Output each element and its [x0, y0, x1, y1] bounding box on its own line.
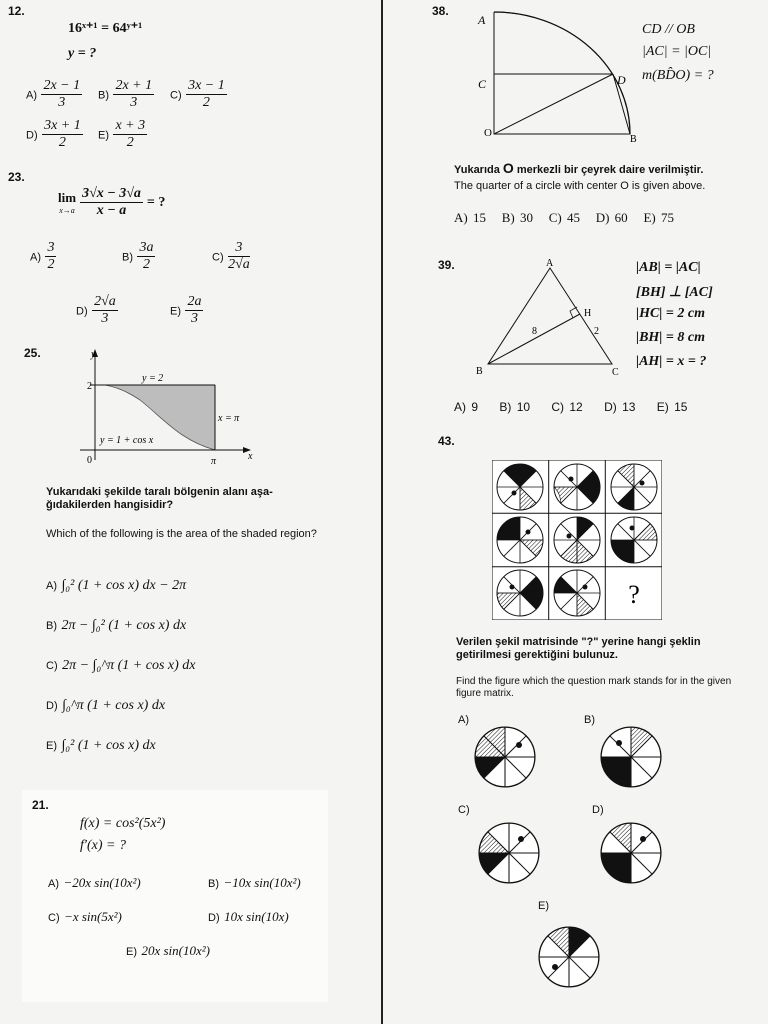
- question-21: [22, 790, 328, 1002]
- matrix-cell-2-1: [497, 517, 543, 563]
- option-a[interactable]: A) 9: [454, 400, 479, 414]
- svg-text:B: B: [476, 366, 483, 377]
- svg-text:B: B: [630, 134, 637, 144]
- options-row: [454, 210, 674, 226]
- x-tick-label: π: [211, 456, 217, 467]
- given-2: |AC| = |OC|: [642, 44, 712, 59]
- option-e[interactable]: [536, 924, 602, 990]
- question-number: 43.: [438, 434, 455, 448]
- option-c-label: C): [458, 804, 470, 816]
- matrix-cell-2-3: [611, 517, 657, 563]
- option-b[interactable]: B) 30: [501, 210, 533, 225]
- question-text-en: Find the figure which the question mark stands for in the given figure matrix.: [456, 676, 732, 699]
- option-e[interactable]: E) 75: [643, 210, 674, 225]
- option-d-label: D): [592, 804, 604, 816]
- option-e[interactable]: E) $\frac{2a}{3}$: [170, 294, 202, 326]
- option-a[interactable]: A) $\frac{2x - 1}{3}$: [26, 78, 81, 110]
- limit-expression: lim x→a $\frac{3√x - 3√a}{x - a}$ = ?: [58, 186, 166, 218]
- option-b-label: B): [584, 714, 595, 726]
- matrix-cell-2-2: [554, 517, 600, 563]
- question-text-tr: Yukarıda O merkezli bir çeyrek daire verilmiştir.: [454, 160, 704, 176]
- matrix-cell-1-1: [497, 464, 543, 510]
- matrix-cell-1-2: [554, 464, 600, 510]
- question-text-tr: Verilen şekil matrisinde "?" yerine hangi şeklin getirilmesi gerektiğini bulunuz.: [456, 636, 701, 661]
- origin-label: 0: [87, 455, 92, 466]
- option-e[interactable]: E) 15: [656, 400, 688, 414]
- question-text: y = ?: [68, 46, 97, 61]
- option-d[interactable]: D) 10x sin(10x): [208, 909, 289, 924]
- x-axis-label: x: [248, 451, 253, 462]
- question-number: 25.: [24, 346, 41, 360]
- figure-matrix: [492, 460, 662, 620]
- given-3: m(BD̂O) = ?: [642, 68, 714, 83]
- matrix-cell-3-1: [497, 570, 543, 616]
- area-graph: [60, 345, 260, 470]
- given-5: |AH| = x = ?: [636, 354, 707, 369]
- option-e[interactable]: E) ∫₀² (1 + cos x) dx: [46, 738, 156, 753]
- svg-text:H: H: [584, 308, 592, 319]
- option-c[interactable]: C) $\frac{3}{2√a}$: [212, 240, 250, 272]
- option-a-label: A): [458, 714, 469, 726]
- question-text-en: Which of the following is the area of the shaded region?: [46, 528, 317, 540]
- option-a[interactable]: A) $\frac{3}{2}$: [30, 240, 55, 272]
- svg-text:2: 2: [594, 326, 599, 337]
- svg-text:A: A: [546, 258, 554, 269]
- option-b[interactable]: B) $\frac{3a}{2}$: [122, 240, 154, 272]
- column-divider: [381, 0, 383, 1024]
- segment-od: [494, 74, 613, 134]
- option-c[interactable]: C) 12: [551, 400, 583, 414]
- option-c[interactable]: C) $\frac{3x - 1}{2}$: [170, 78, 225, 110]
- option-e[interactable]: E) $\frac{x + 3}{2}$: [98, 118, 146, 150]
- option-d[interactable]: [598, 820, 664, 886]
- option-b[interactable]: B) −10x sin(10x²): [208, 875, 301, 890]
- option-c[interactable]: C) 2π − ∫₀^π (1 + cos x) dx: [46, 658, 196, 673]
- option-a[interactable]: A) ∫₀² (1 + cos x) dx − 2π: [46, 578, 187, 593]
- matrix-cell-1-3: [611, 464, 657, 510]
- option-d[interactable]: D) $\frac{2√a}{3}$: [76, 294, 116, 326]
- option-a[interactable]: [472, 724, 538, 790]
- option-c[interactable]: C) 45: [548, 210, 580, 225]
- function: f(x) = cos²(5x²): [80, 816, 166, 831]
- question-number: 23.: [8, 170, 25, 184]
- option-c[interactable]: [476, 820, 542, 886]
- svg-text:C: C: [478, 77, 487, 91]
- svg-text:C: C: [612, 367, 619, 378]
- y-axis-label: y: [91, 349, 96, 360]
- option-d[interactable]: D) ∫₀^π (1 + cos x) dx: [46, 698, 166, 713]
- arc: [494, 12, 630, 134]
- y-tick-label: 2: [87, 381, 92, 392]
- svg-text:8: 8: [532, 326, 537, 337]
- option-b[interactable]: [598, 724, 664, 790]
- top-line-label: y = 2: [142, 373, 164, 384]
- option-c[interactable]: C) −x sin(5x²): [48, 909, 122, 924]
- unknown-cell: ?: [628, 580, 640, 609]
- quarter-circle-figure: [470, 4, 640, 144]
- triangle-figure: [470, 256, 630, 380]
- option-b[interactable]: B) 2π − ∫₀² (1 + cos x) dx: [46, 618, 187, 633]
- question-text-en: The quarter of a circle with center O is given above.: [454, 180, 706, 192]
- equation: 16ˣ⁺¹ = 64ʸ⁺¹: [68, 21, 143, 36]
- svg-text:O: O: [484, 127, 492, 139]
- given-3: |HC| = 2 cm: [636, 306, 705, 321]
- given-2: [BH] ⊥ [AC]: [636, 285, 713, 300]
- option-d[interactable]: D) 60: [595, 210, 628, 225]
- derivative-question: f′(x) = ?: [80, 838, 126, 853]
- question-number: 21.: [32, 798, 49, 812]
- question-text-tr: Yukarıdaki şekilde taralı bölgenin alanı aşa-ğıdakilerden hangisidir?: [46, 486, 273, 511]
- option-d[interactable]: D) $\frac{3x + 1}{2}$: [26, 118, 81, 150]
- question-number: 39.: [438, 258, 455, 272]
- given-1: CD // OB: [642, 22, 695, 37]
- option-e-label: E): [538, 900, 549, 912]
- right-line-label: x = π: [218, 413, 240, 424]
- given-1: |AB| = |AC|: [636, 260, 701, 275]
- option-a[interactable]: A) 15: [454, 210, 486, 225]
- options-row: [454, 400, 687, 414]
- svg-text:A: A: [478, 13, 486, 27]
- given-4: |BH| = 8 cm: [636, 330, 705, 345]
- question-number: 38.: [432, 4, 449, 18]
- question-number: 12.: [8, 4, 25, 18]
- option-b[interactable]: B) 10: [499, 400, 531, 414]
- option-b[interactable]: B) $\frac{2x + 1}{3}$: [98, 78, 153, 110]
- option-a[interactable]: A) −20x sin(10x²): [48, 875, 141, 890]
- matrix-cell-3-2: [554, 570, 600, 616]
- altitude-bh: [488, 314, 580, 364]
- curve-label: y = 1 + cos x: [100, 435, 154, 446]
- option-e[interactable]: E) 20x sin(10x²): [126, 943, 210, 958]
- option-d[interactable]: D) 13: [604, 400, 636, 414]
- svg-text:D: D: [617, 73, 626, 87]
